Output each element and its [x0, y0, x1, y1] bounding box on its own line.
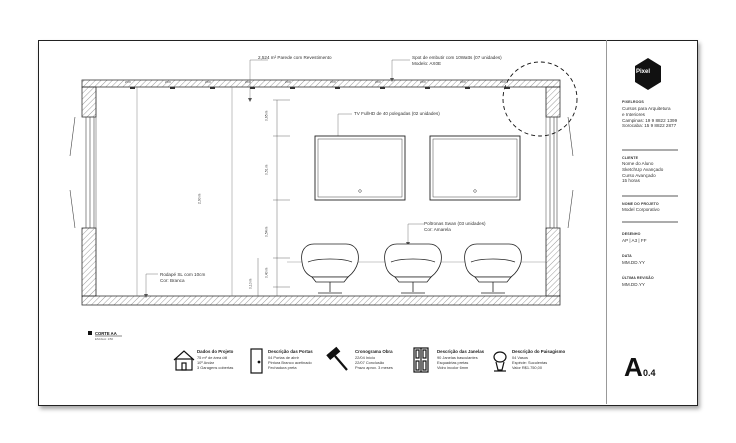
legend-title-landscaping: Descrição do Paisagismo	[512, 349, 566, 354]
legend-text-landscaping: 04 Vasos Espécie: Suculentas Valor R$1.750,00	[512, 355, 548, 370]
window-icon	[414, 348, 428, 372]
left-window	[70, 117, 94, 228]
revision-text: MM.DD.YY	[622, 282, 645, 287]
section-marker	[88, 331, 92, 335]
date-label: DATA	[622, 254, 632, 258]
spot-mark: ZXX	[420, 80, 426, 84]
drawing-label: DESENHO	[622, 232, 641, 236]
project-text: Model Corporativo	[622, 207, 660, 212]
swan-chair-3	[465, 244, 522, 293]
spot-mark: ZXX	[375, 80, 381, 84]
hammer-icon	[327, 348, 347, 370]
courses-text: Cursos para Arquitetura e Interiores Campinas: 19 9 8822 1399 Sorocaba: 15 9 8822 2877	[622, 106, 678, 129]
pixel-logo-text: Pixel	[636, 69, 651, 75]
floor-slab	[82, 296, 560, 305]
dim-040: 0,40 m	[264, 267, 269, 278]
dimension-chain	[258, 100, 290, 296]
house-icon	[174, 351, 194, 370]
dim-065: 0,65 m	[264, 110, 269, 121]
tv-left	[315, 136, 405, 200]
dim-051: 0,51 m	[264, 164, 269, 175]
spot-mark: ZXX	[460, 80, 466, 84]
spot-mark: ZXX	[285, 80, 291, 84]
legend-title-schedule: Cronograma Obra	[355, 349, 393, 354]
right-wall-upper	[546, 87, 560, 117]
revision-label: ÚLTIMA REVISÃO	[622, 276, 654, 280]
section-title: CORTE AA	[95, 331, 117, 336]
drawing-text: AP | A3 | FF	[622, 238, 647, 243]
dim-010: 0,10 m	[248, 278, 253, 289]
swan-chair-2	[385, 244, 442, 293]
legend-text-schedule: 22/04 Início 22/07 Conclusão Prazo aprox. 3 meses	[355, 355, 393, 370]
spot-mark: ZXX	[125, 80, 131, 84]
door-icon	[251, 349, 262, 373]
date-text: MM.DD.YY	[622, 260, 645, 265]
sheet-number: 0.4	[643, 368, 656, 378]
swan-chair-1	[302, 244, 359, 293]
spot-mark: ZXX	[245, 80, 251, 84]
sheet-letter: A	[624, 352, 643, 382]
left-wall-upper	[82, 87, 96, 117]
legend-text-windows: 90 Janelas basculantes Esquadrias pretas Vidro incolor 6mm	[437, 355, 478, 370]
toilet-icon	[494, 352, 506, 371]
tv-right	[430, 136, 520, 200]
legend-text-doors: 04 Portas de abrir Pintura Branco acetinado Fechadura preta	[268, 355, 312, 370]
rodape-note-line1: Rodapé SL com 10cm	[160, 272, 206, 277]
client-text: Nome do Aluno SketchUp Avançado Curso Avançado 15 horas	[622, 161, 664, 184]
spot-mark: ZXX	[500, 80, 506, 84]
wall-covering-note: 2,524 m² Parede com Revestimento	[258, 55, 332, 60]
courses-label: PIXELROOS	[622, 100, 644, 104]
right-wall-lower	[546, 228, 560, 296]
project-label: NOME DO PROJETO	[622, 202, 659, 206]
section-scale: ESCALA: 1/50	[95, 337, 114, 341]
spot-note-line1: Spot de embutir com 10Watts (07 unidades)	[412, 55, 502, 60]
chairs-note-line1: Poltronas Swan (03 unidades)	[424, 221, 486, 226]
spot-mark: ZXX	[165, 80, 171, 84]
tv-note: TV FullHD de 40 polegadas (02 unidades)	[354, 111, 440, 116]
spot-note-line2: Modelo: AX0E	[412, 61, 442, 66]
client-label: CLIENTE	[622, 156, 639, 160]
legend-title-doors: Descrição das Portas	[268, 349, 313, 354]
legend-title-windows: Descrição das Janelas	[437, 349, 485, 354]
detail-callout-circle	[503, 62, 577, 136]
spot-mark: ZXX	[330, 80, 336, 84]
spot-mark: ZXX	[205, 80, 211, 84]
dim-290: 2,90 m	[197, 193, 202, 204]
ceiling-slab	[82, 80, 560, 87]
legend-text-project: 75 m² de área útil 10º Andar 3 Garagens cobertas	[197, 355, 234, 370]
rodape-note-line2: Cor: Branca	[160, 278, 185, 283]
dim-054: 0,54 m	[264, 226, 269, 237]
legend-title-project: Dados do Projeto	[197, 349, 234, 354]
left-wall-lower	[82, 228, 96, 296]
chairs-note-line2: Cor: Amarela	[424, 227, 451, 232]
